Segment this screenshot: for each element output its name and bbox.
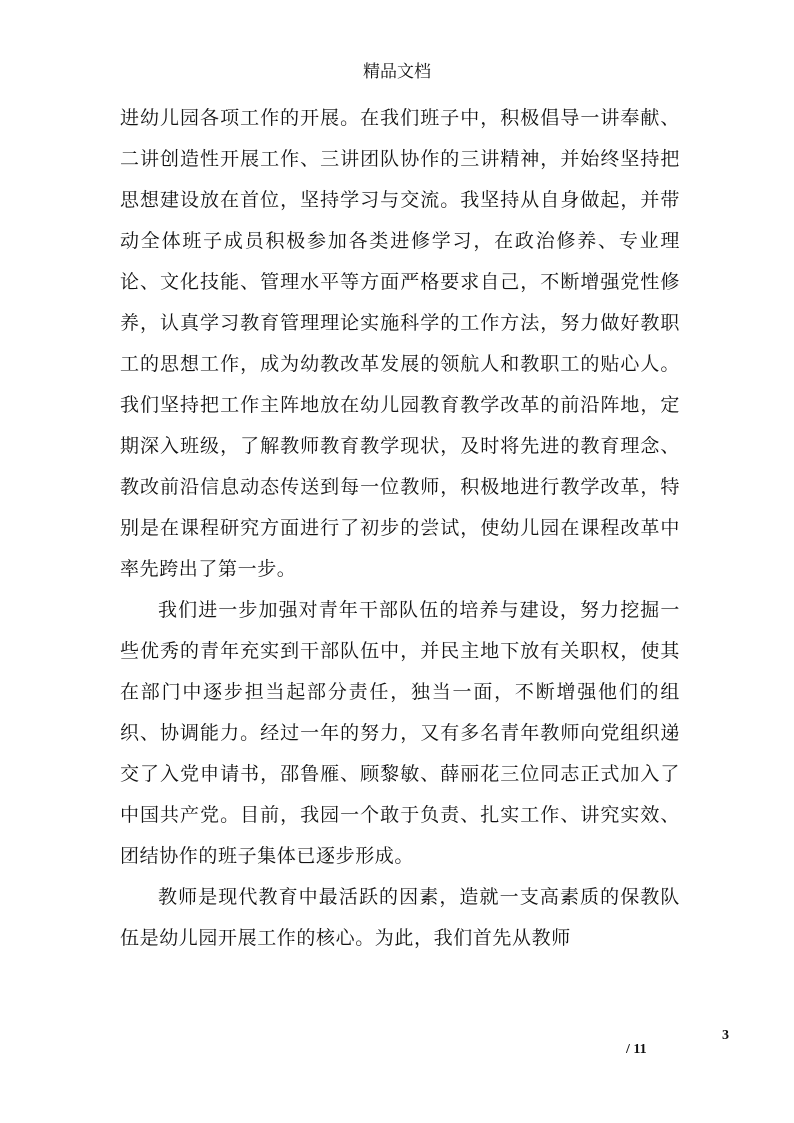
page-number: 3	[722, 1028, 729, 1043]
paragraph-3: 教师是现代教育中最活跃的因素，造就一支高素质的保教队伍是幼儿园开展工作的核心。为此，我们首先从教师	[120, 886, 680, 949]
document-body	[120, 98, 680, 959]
paragraph-1: 进幼儿园各项工作的开展。在我们班子中，积极倡导一讲奉献、二讲创造性开展工作、三讲团队协作的三讲精神，并始终坚持把思想建设放在首位，坚持学习与交流。我坚持从自身做起，并带动全体班子成员积极参加各类进修学习，在政治修养、专业理论、文化技能、管理水平等方面严格要求自己，不断增强党性修养，认真学习教育管理理论实施科学的工作方法，努力做好教职工的思想工作，成为幼教改革发展的领航人和教职工的贴心人。我们坚持把工作主阵地放在幼儿园教育教学改革的前沿阵地，定期深入班级，了解教师教育教学现状，及时将先进的教育理念、教改前沿信息动态传送到每一位教师，积极地进行教学改革，特别是在课程研究方面进行了初步的尝试，使幼儿园在课程改革中率先跨出了第一步。	[120, 107, 680, 580]
paragraph-2: 我们进一步加强对青年干部队伍的培养与建设，努力挖掘一些优秀的青年充实到干部队伍中，并民主地下放有关职权，使其在部门中逐步担当起部分责任，独当一面，不断增强他们的组织、协调能力。经过一年的努力，又有多名青年教师向党组织递交了入党申请书，邵鲁雁、顾黎敏、薛丽花三位同志正式加入了中国共产党。目前，我园一个敢于负责、扎实工作、讲究实效、团结协作的班子集体已逐步形成。	[120, 599, 680, 867]
document-header-title: 精品文档	[363, 62, 431, 82]
page-total: / 11	[626, 1042, 647, 1057]
